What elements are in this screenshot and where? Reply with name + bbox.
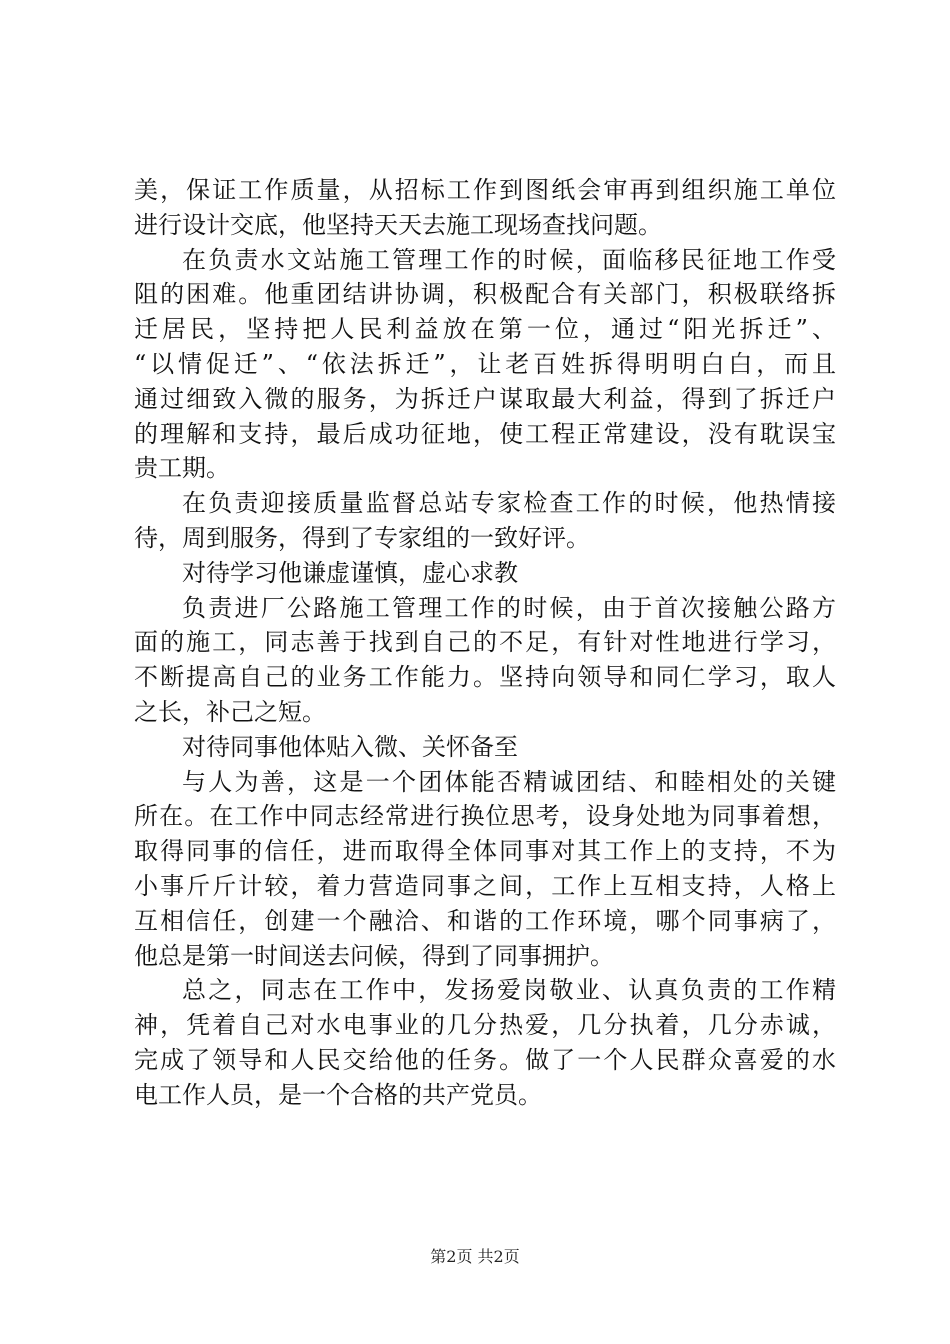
text-line: 面的施工，同志善于找到自己的不足，有针对性地进行学习， [134,628,836,657]
section-heading: 对待同事他体贴入微、关怀备至 [182,732,518,761]
page-number: 第2页 共2页 [430,1247,520,1266]
text-line: 与人为善，这是一个团体能否精诚团结、和睦相处的关键 [182,767,836,796]
text-line: 取得同事的信任，进而取得全体同事对其工作上的支持，不为 [134,837,836,866]
text-line: 通过细致入微的服务，为拆迁户谋取最大利益，得到了拆迁户 [134,384,836,413]
text-line: 待，周到服务，得到了专家组的一致好评。 [134,523,590,552]
text-line: 不断提高自己的业务工作能力。坚持向领导和同仁学习，取人 [134,663,836,692]
text-line: 进行设计交底，他坚持天天去施工现场查找问题。 [134,210,662,239]
text-line: 之长，补己之短。 [134,697,326,726]
text-line: 迁居民，坚持把人民利益放在第一位，通过“阳光拆迁”、 [134,315,836,344]
section-heading: 对待学习他谦虚谨慎，虚心求教 [182,558,518,587]
text-line: 的理解和支持，最后成功征地，使工程正常建设，没有耽误宝 [134,419,836,448]
text-line: 小事斤斤计较，着力营造同事之间，工作上互相支持，人格上 [134,871,836,900]
text-line: 在负责水文站施工管理工作的时候，面临移民征地工作受 [182,245,836,274]
text-line: 阻的困难。他重团结讲协调，积极配合有关部门，积极联络拆 [134,280,836,309]
text-line: 电工作人员，是一个合格的共产党员。 [134,1080,542,1109]
document-body [134,173,836,1113]
text-line: 贵工期。 [134,454,230,483]
text-line: 完成了领导和人民交给他的任务。做了一个人民群众喜爱的水 [134,1045,836,1074]
text-line: “以情促迁”、“依法拆迁”，让老百姓拆得明明白白，而且 [134,349,836,378]
text-line: 所在。在工作中同志经常进行换位思考，设身处地为同事着想， [134,802,836,831]
page-footer [0,1244,950,1267]
text-line: 神，凭着自己对水电事业的几分热爱，几分执着，几分赤诚， [134,1011,836,1040]
text-line: 美，保证工作质量，从招标工作到图纸会审再到组织施工单位 [134,176,836,204]
text-line: 负责进厂公路施工管理工作的时候，由于首次接触公路方 [182,593,836,622]
text-line: 他总是第一时间送去问候，得到了同事拥护。 [134,941,614,970]
text-line: 总之，同志在工作中，发扬爱岗敬业、认真负责的工作精 [182,976,836,1005]
text-line: 在负责迎接质量监督总站专家检查工作的时候，他热情接 [182,489,836,518]
text-line: 互相信任，创建一个融洽、和谐的工作环境，哪个同事病了， [134,906,836,935]
